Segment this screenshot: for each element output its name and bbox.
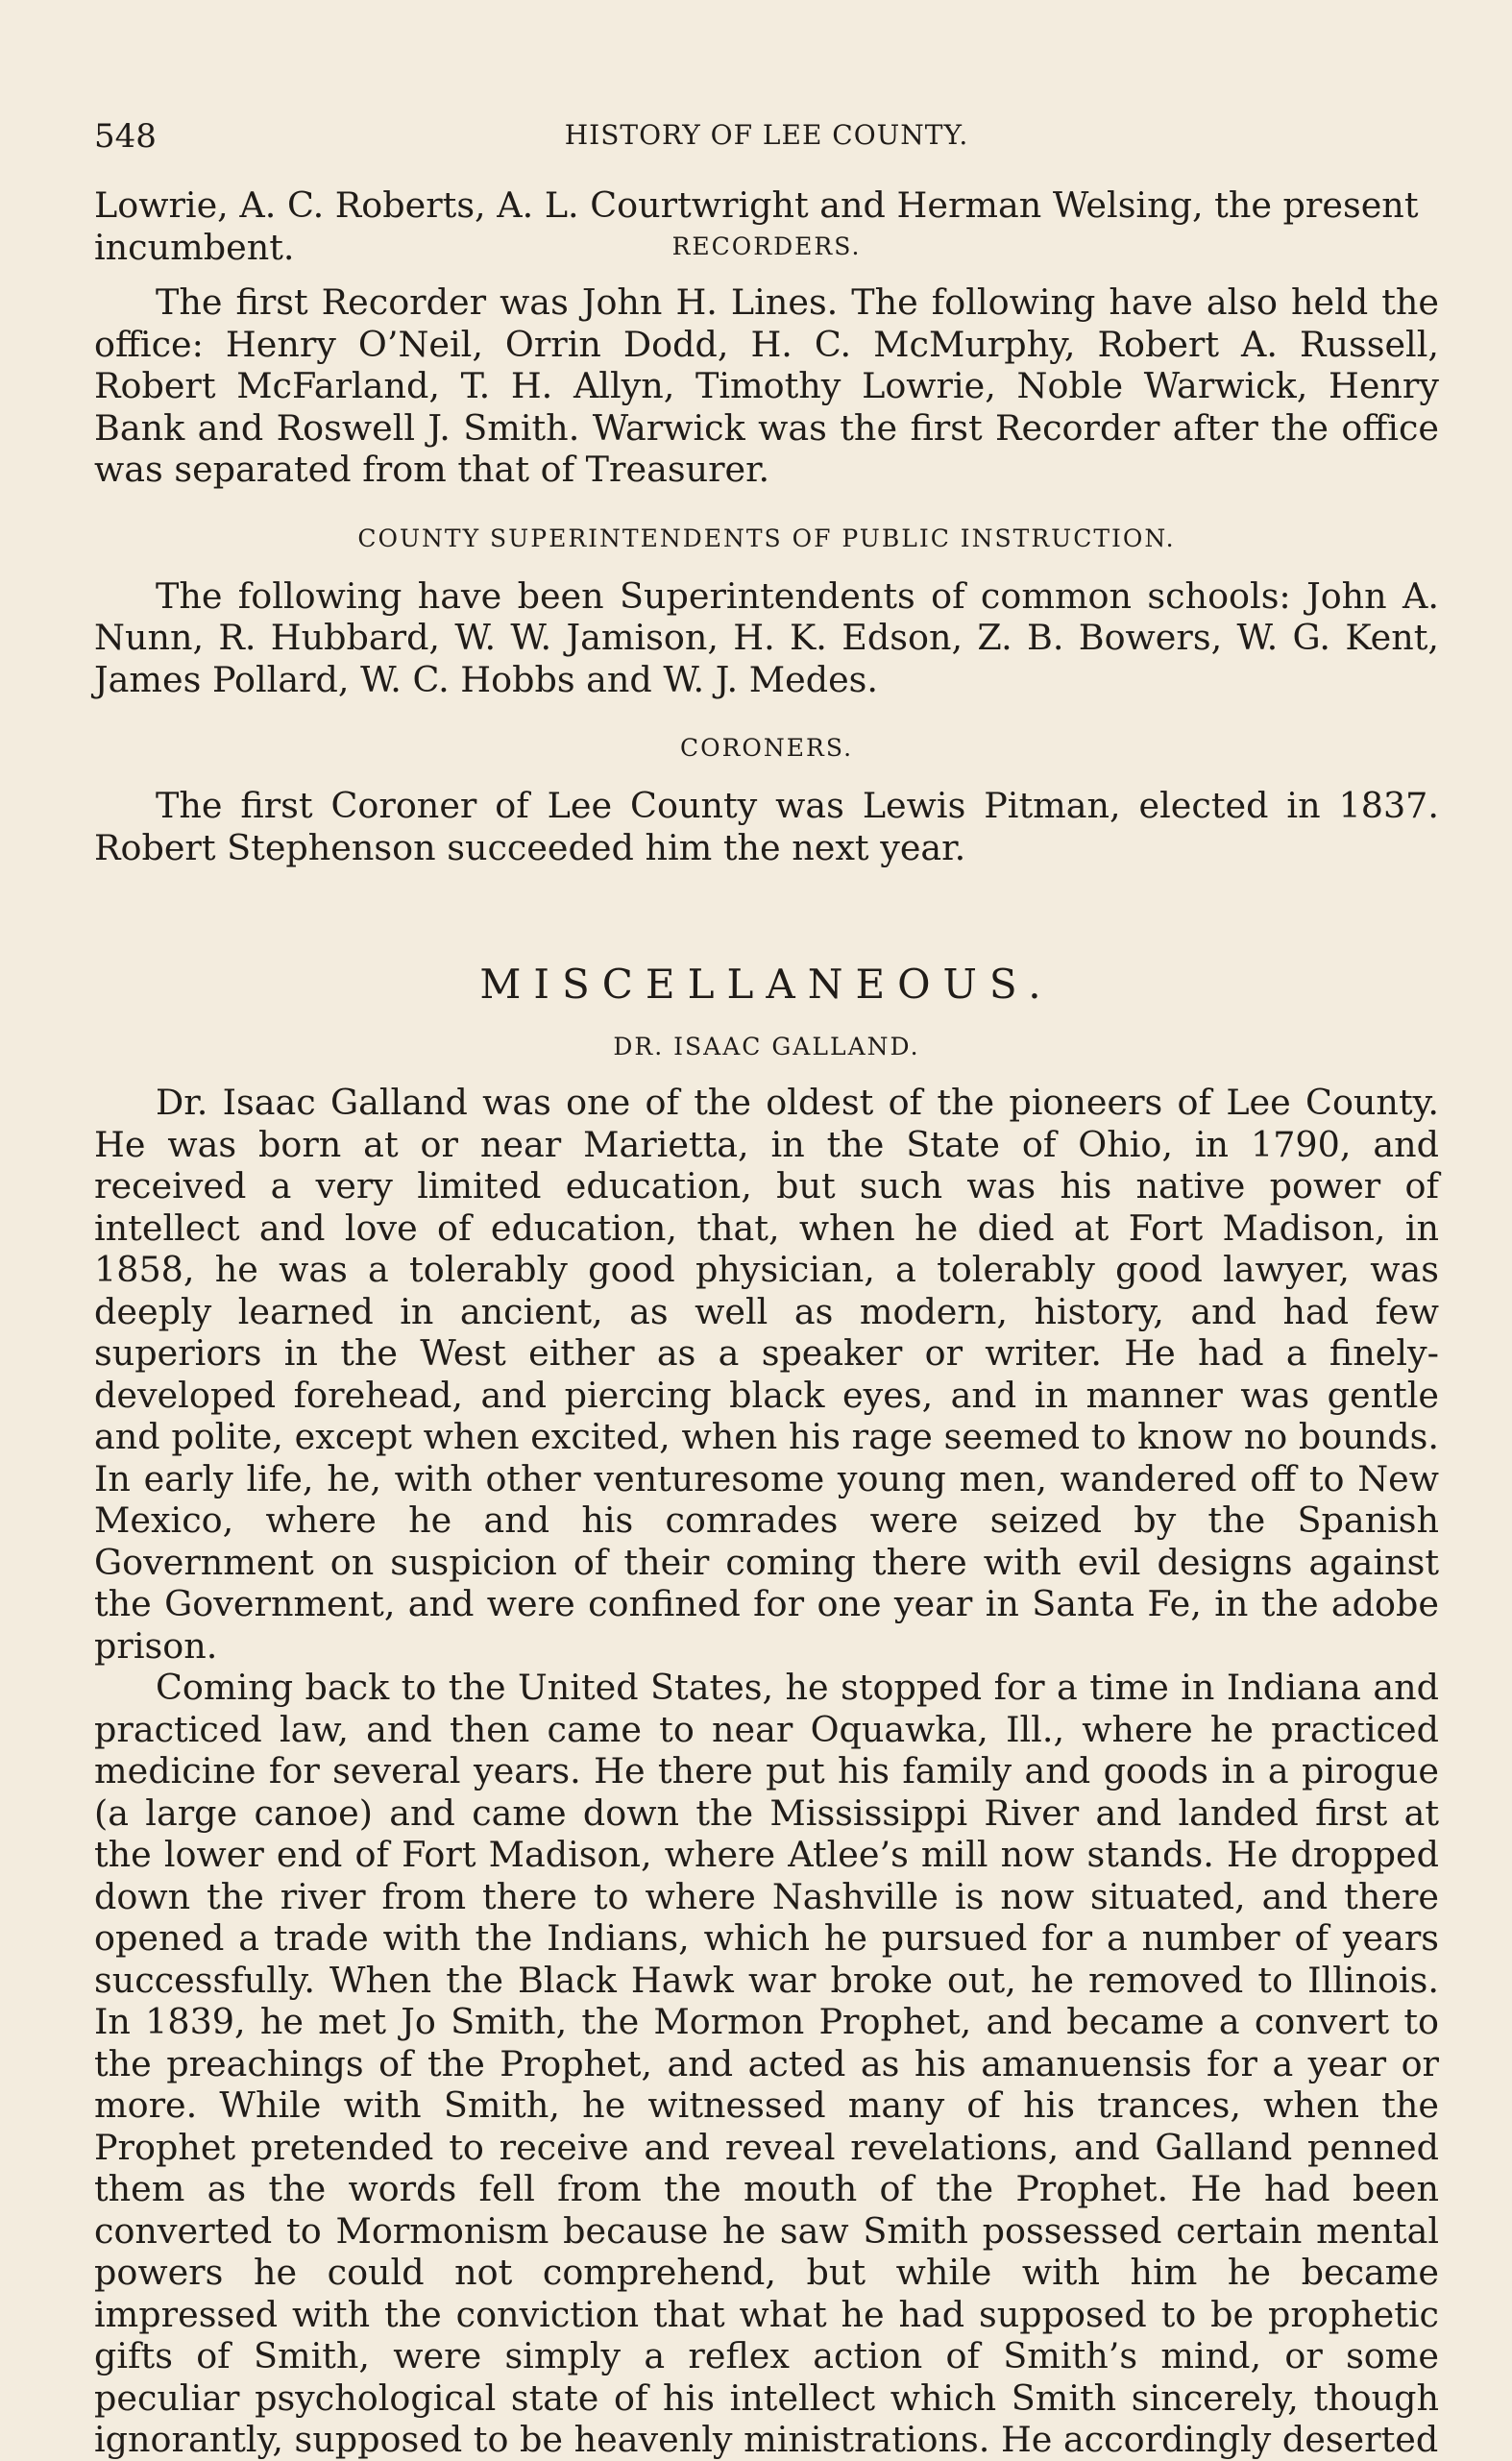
galland-paragraph-2: Coming back to the United States, he stopped for a time in Indiana and practiced law, and then came to near Oquawka, Ill., where he practiced medicine for several years. He there put his family and goods in a pirogue (a large canoe) and came down the Mississippi River and landed first at the lower end of Fort Madison, where Atlee’s mill now stands. He dropped down the river from there to where Nashville is now situated, and there opened a trade with the Indians, which he pursued for a number of years successfully. When the Black Hawk war broke out, he removed to Illinois. In 1839, he met Jo Smith, the Mormon Prophet, and became a convert to the preachings of the Prophet, and acted as his amanuensis for a year or more. While with Smith, he witnessed many of his trances, when the Prophet pretended to receive and reveal revelations, and Galland penned them as the words fell from the mouth of the Prophet. He had been converted to Mormonism because he saw Smith possessed certain mental powers he could not comprehend, but while with him he became impressed with the conviction that what he had supposed to be prophetic gifts of Smith, were simply a reflex action of Smith’s mind, or some peculiar psychological state of his intellect which Smith sincerely, though ignorantly, supposed to be heavenly ministrations. He accordingly deserted bbox=[94, 1667, 1439, 2460]
page-number: 548 bbox=[94, 117, 157, 156]
running-title: HISTORY OF LEE COUNTY. bbox=[564, 119, 969, 151]
recorders-heading: RECORDERS. bbox=[671, 232, 862, 260]
book-page bbox=[94, 108, 1439, 2461]
recorders-paragraph: The first Recorder was John H. Lines. The following have also held the office: Henry O’Neil, Orrin Dodd, H. C. McMurphy, Robert A. Russell, Robert McFarland, T. H. Allyn, Timothy Lowrie, Noble Warwick, Henry Bank and Roswell J. Smith. Warwick was the first Recorder after the office was separated from that of Treasurer. bbox=[94, 281, 1439, 490]
continuation-paragraph: Lowrie, A. C. Roberts, A. L. Courtwright and Herman Welsing, the present incumbent. bbox=[94, 184, 1419, 268]
coroners-paragraph: The first Coroner of Lee County was Lewis Pitman, elected in 1837. Robert Stephenson succeeded him the next year. bbox=[94, 785, 1439, 868]
galland-paragraph-1: Dr. Isaac Galland was one of the oldest of the pioneers of Lee County. He was born at or near Marietta, in the State of Ohio, in 1790, and received a very limited education, but such was his native power of intellect and love of education, that, when he died at Fort Madison, in 1858, he was a tolerably good physician, a tolerably good lawyer, was deeply learned in ancient, as well as modern, history, and had few superiors in the West either as a speaker or writer. He had a finely-developed forehead, and piercing black eyes, and in manner was gentle and polite, except when excited, when his rage seemed to know no bounds. In early life, he, with other venturesome young men, wandered off to New Mexico, where he and his comrades were seized by the Spanish Government on suspicion of their coming there with evil designs against the Government, and were confined for one year in Santa Fe, in the adobe prison. bbox=[94, 1082, 1439, 1667]
galland-heading: DR. ISAAC GALLAND. bbox=[613, 1033, 920, 1060]
superintendents-paragraph: The following have been Superintendents of common schools: John A. Nunn, R. Hubbard, W. W. Jamison, H. K. Edson, Z. B. Bowers, W. G. Kent, James Pollard, W. C. Hobbs and W. J. Medes. bbox=[94, 574, 1439, 700]
miscellaneous-heading: MISCELLANEOUS. bbox=[479, 961, 1054, 1008]
coroners-heading: CORONERS. bbox=[679, 734, 854, 762]
running-header bbox=[94, 108, 1439, 165]
superintendents-heading: COUNTY SUPERINTENDENTS OF PUBLIC INSTRUCTION. bbox=[357, 524, 1176, 552]
